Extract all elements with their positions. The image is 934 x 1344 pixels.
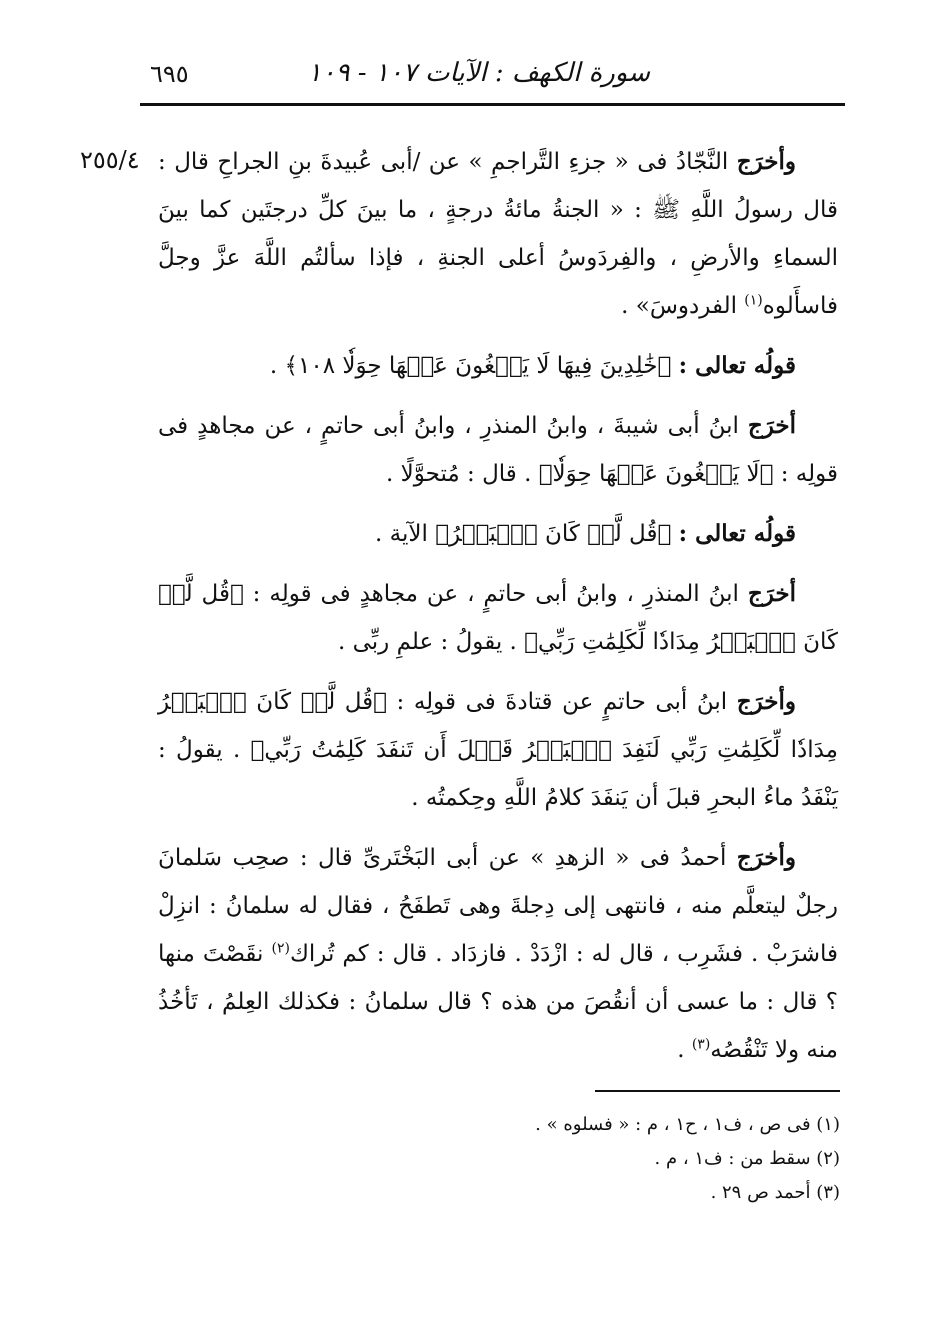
paragraph-text: أحمدُ فى « الزهدِ » عن أبى البَخْتَرىِّ قال : صحِب سَلمانَ رجلٌ ليتعلَّم منه ، فانتهى إلى دِجلةَ وهى تَطفَحُ ، فقال له سلمانُ : انزِلْ فاشرَبْ . فشَرِب ، قال له : ازْدَدْ . فازدَاد . قال : كم تُراك xyxy=(158,845,839,967)
footnote-rule xyxy=(595,1090,840,1092)
paragraph-tail: الفردوسَ» . xyxy=(621,293,745,319)
paragraph-lead: وأخرَج xyxy=(736,688,796,715)
paragraph-text: ابنُ أبى حاتمٍ عن قتادةَ فى قولِه : ﴿قُل لَّوۡ كَانَ ٱلۡبَحۡرُ مِدَادٗا لِّكَلِمَٰتِ رَبِّي لَنَفِدَ ٱلۡبَحۡرُ قَبۡلَ أَن تَنفَدَ كَلِمَٰتُ رَبِّي﴾ . يقولُ : يَنْفَدُ ماءُ البحرِ قبلَ أن يَنفَدَ كلامُ اللَّهِ وحِكمتُه . xyxy=(158,689,838,811)
paragraph-lead: وأخرَج xyxy=(736,148,797,175)
page-header xyxy=(140,58,845,100)
paragraph-6 xyxy=(158,678,838,822)
footnote-3: (٣) أحمد ص ٢٩ . xyxy=(710,1182,840,1203)
footnote-marker: (٣) xyxy=(691,1036,711,1053)
paragraph-lead: وأخرَج xyxy=(736,844,797,871)
footnote-marker: (٢) xyxy=(271,940,290,957)
paragraph-4 xyxy=(158,510,838,558)
paragraph-7 xyxy=(158,834,838,1074)
footnote-marker: (١) xyxy=(744,292,763,309)
paragraph-text: ﴿قُل لَّوۡ كَانَ ٱلۡبَحۡرُ﴾ الآية . xyxy=(375,521,672,547)
paragraph-text: ﴿خَٰلِدِينَ فِيهَا لَا يَبۡغُونَ عَنۡهَا حِوَلٗا ١٠٨﴾ . xyxy=(269,353,672,379)
paragraph-tail: نقَصْتَ منها ؟ قال : ما عسى أن أنقُصَ من هذه ؟ قال سلمانُ : فكذلك العِلمُ ، تَأخُذُ منه ولا تَنْقُصُه xyxy=(158,941,838,1063)
paragraph-text: ابنُ أبى شيبةَ ، وابنُ المنذرِ ، وابنُ أبى حاتمٍ ، عن مجاهدٍ فى قولِه : ﴿لَا يَبۡغُونَ عَنۡهَا حِوَلٗا﴾ . قال : مُتحوَّلًا . xyxy=(158,413,838,487)
header-rule xyxy=(140,103,845,106)
paragraph-lead: قولُه تعالى : xyxy=(678,520,796,547)
paragraph-lead: قولُه تعالى : xyxy=(678,352,796,379)
running-title: سورة الكهف : الآيات ١٠٧ - ١٠٩ xyxy=(307,58,650,88)
footnotes xyxy=(400,1108,840,1210)
paragraph-text: النَّجّادُ فى « جزءِ التَّراجمِ » عن /أبى عُبيدةَ بنِ الجراحِ قال : قال رسولُ اللَّهِ ﷺ : « الجنةُ مائةُ درجةٍ ، ما بينَ كلِّ درجتَين كما بينَ السماءِ والأرضِ ، والفِردَوسُ أعلى الجنةِ ، فإذا سألتُم اللَّهَ عزَّ وجلَّ فاسأَلوه xyxy=(158,149,838,319)
paragraph-lead: أخرَج xyxy=(747,412,796,439)
main-text xyxy=(158,138,838,1086)
footnote-1: (١) فى ص ، ف١ ، ح١ ، م : « فسلوه » . xyxy=(535,1114,840,1135)
footnote-2: (٢) سقط من : ف١ ، م . xyxy=(654,1148,840,1169)
paragraph-3 xyxy=(158,402,838,498)
paragraph-2 xyxy=(158,342,838,390)
paragraph-5 xyxy=(158,570,838,666)
page-number: ٦٩٥ xyxy=(150,60,189,88)
paragraph-tail: . xyxy=(677,1037,692,1063)
margin-reference: ٢٥٥/٤ xyxy=(80,146,140,174)
paragraph-lead: أخرَج xyxy=(747,580,797,607)
paragraph-1 xyxy=(158,138,838,330)
paragraph-text: ابنُ المنذرِ ، وابنُ أبى حاتمٍ ، عن مجاهدٍ فى قولِه : ﴿قُل لَّوۡ كَانَ ٱلۡبَحۡرُ مِدَادٗا لِّكَلِمَٰتِ رَبِّي﴾ . يقولُ : علمِ ربِّى . xyxy=(158,581,838,655)
